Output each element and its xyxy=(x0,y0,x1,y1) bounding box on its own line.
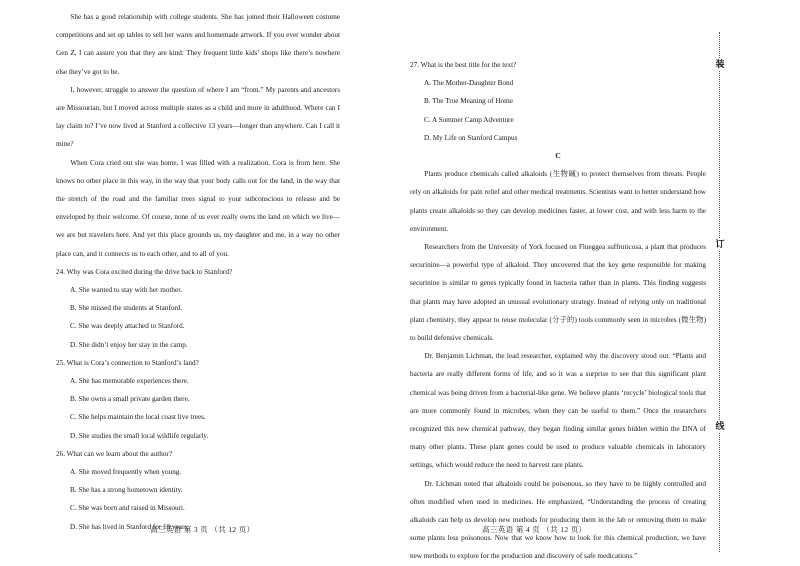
passage-paragraph: Dr. Lichman noted that alkaloids could be poisonous, so they have to be highly controlled and often modified when used in medicines. He emphasized, “Understanding the process of creating alkaloids can help us develop new methods for producing them in the lab or removing them to make some plants less poisonous. Now that we know how to look for this chemical production, we have new methods to explore for the production and discovery of safe medications.” xyxy=(410,479,706,561)
question-26-option-c: C. She was born and raised in Missouri. xyxy=(70,504,185,513)
passage-paragraph: Researchers from the University of York focused on Flueggea suffruticosa, a plant that produces securinine—a powerful type of alkaloid. They uncovered that the key gene responsible for making securinine is similar to genes typically found in bacteria rather than in plants. This finding suggests that plants may have adopted an unusual evolutionary strategy. Instead of relying only on traditional plant chemistry, they appear to reuse molecular (分子的) tools commonly seen in microbes (微生物) to build defensive chemicals. xyxy=(410,243,706,343)
left-column xyxy=(56,8,340,536)
binding-char-ding: 订 xyxy=(712,238,728,250)
question-24-option-a: A. She wanted to stay with her mother. xyxy=(70,286,182,295)
question-27-option-b: B. The True Meaning of Home xyxy=(424,97,513,106)
question-26-option-b: B. She has a strong hometown identity. xyxy=(70,486,183,495)
binding-line xyxy=(712,32,728,552)
question-24-stem: 24. Why was Cora excited during the drive back to Stanford? xyxy=(56,267,233,276)
question-26-stem: 26. What can we learn about the author? xyxy=(56,449,173,458)
binding-char-xian: 线 xyxy=(712,420,728,432)
question-24-option-d: D. She didn’t enjoy her stay in the camp. xyxy=(70,340,188,349)
passage-paragraph: She has a good relationship with college students. She has joined their Halloween costume competitions and set up tables to sell her wares and homemade artwork. If you ever wonder about Gen Z, I can assure you that they are kind: They frequent little kids’ shops like there’s nowhere else they’ve got to be. xyxy=(56,13,340,76)
passage-paragraph: When Cora cried out she was home, I was filled with a realization. Cora is from here. She knows no other place in this way, in the way that your body calls out for the land, in the way that the stretch of the road and the familiar trees signal to your subconscious to release and be enveloped by their welcome. Of course, none of us ever really owns the land on which we live—we are but travelers here. And yet this place grounds us, my daughter and me, in a way no other place can, and it connects us to each other, and to all of you. xyxy=(56,158,340,258)
passage-paragraph: Dr. Benjamin Lichman, the lead researcher, explained why the discovery stood out. “Plants and bacteria are really different forms of life, and so it was a surprise to see that this significant plant chemical was being driven from a bacterial-like gene. We believe plants ‘recycle’ biological tools that are more commonly found in microbes, when they can be useful to them.” Once the researchers recognized this new chemical pathway, they began finding similar genes hidden within the DNA of many other plants. These plant genes could be used to produce valuable chemicals in laboratory settings, which would reduce the need to harvest rare plants. xyxy=(410,352,706,470)
passage-paragraph: Plants produce chemicals called alkaloids (生物碱) to protect themselves from threats. People rely on alkaloids for pain relief and other medical treatments. Scientists want to better understand how plants create alkaloids so they can develop medicines faster, at lower cost, and with less harm to the environment. xyxy=(410,170,706,233)
question-25-option-d: D. She studies the small local wildlife regularly. xyxy=(70,431,209,440)
page-footer: 高三英语 第 4 页 （共 12 页） xyxy=(482,525,587,534)
question-24-option-c: C. She was deeply attached to Stanford. xyxy=(70,322,185,331)
right-page xyxy=(400,0,710,566)
page-footer: 高三英语 第 3 页 （共 12 页） xyxy=(150,525,255,534)
question-25-option-c: C. She helps maintain the local coast live trees. xyxy=(70,413,206,422)
question-25-stem: 25. What is Cora’s connection to Stanford’s land? xyxy=(56,358,199,367)
question-24-option-b: B. She missed the students at Stanford. xyxy=(70,304,183,313)
question-27-stem: 27. What is the best title for the text? xyxy=(410,61,517,69)
passage-paragraph: I, however, struggle to answer the question of where I am “from.” My parents and ancestors are Missourian, but I moved across multiple states as a child and more in adulthood. Where can I lay claim to? I’ve now lived at Stanford a collective 13 years—longer than anywhere. Can I call it mine? xyxy=(56,85,340,149)
section-label: C xyxy=(555,151,561,161)
right-column xyxy=(410,56,706,566)
binding-char-zhuang: 装 xyxy=(712,58,728,70)
question-26-option-a: A. She moved frequently when young. xyxy=(70,468,182,477)
question-27-option-d: D. My Life on Stanford Campus xyxy=(424,133,518,142)
question-25-option-b: B. She owns a small private garden there. xyxy=(70,395,190,404)
question-25-option-a: A. She has memorable experiences there. xyxy=(70,377,189,386)
question-27-option-a: A. The Mother-Daughter Bond xyxy=(424,79,514,88)
binding-dotted-line xyxy=(719,32,720,552)
question-26-option-d: D. She has lived in Stanford for 10 years. xyxy=(70,522,189,531)
question-27-option-c: C. A Summer Camp Adventure xyxy=(424,115,514,124)
